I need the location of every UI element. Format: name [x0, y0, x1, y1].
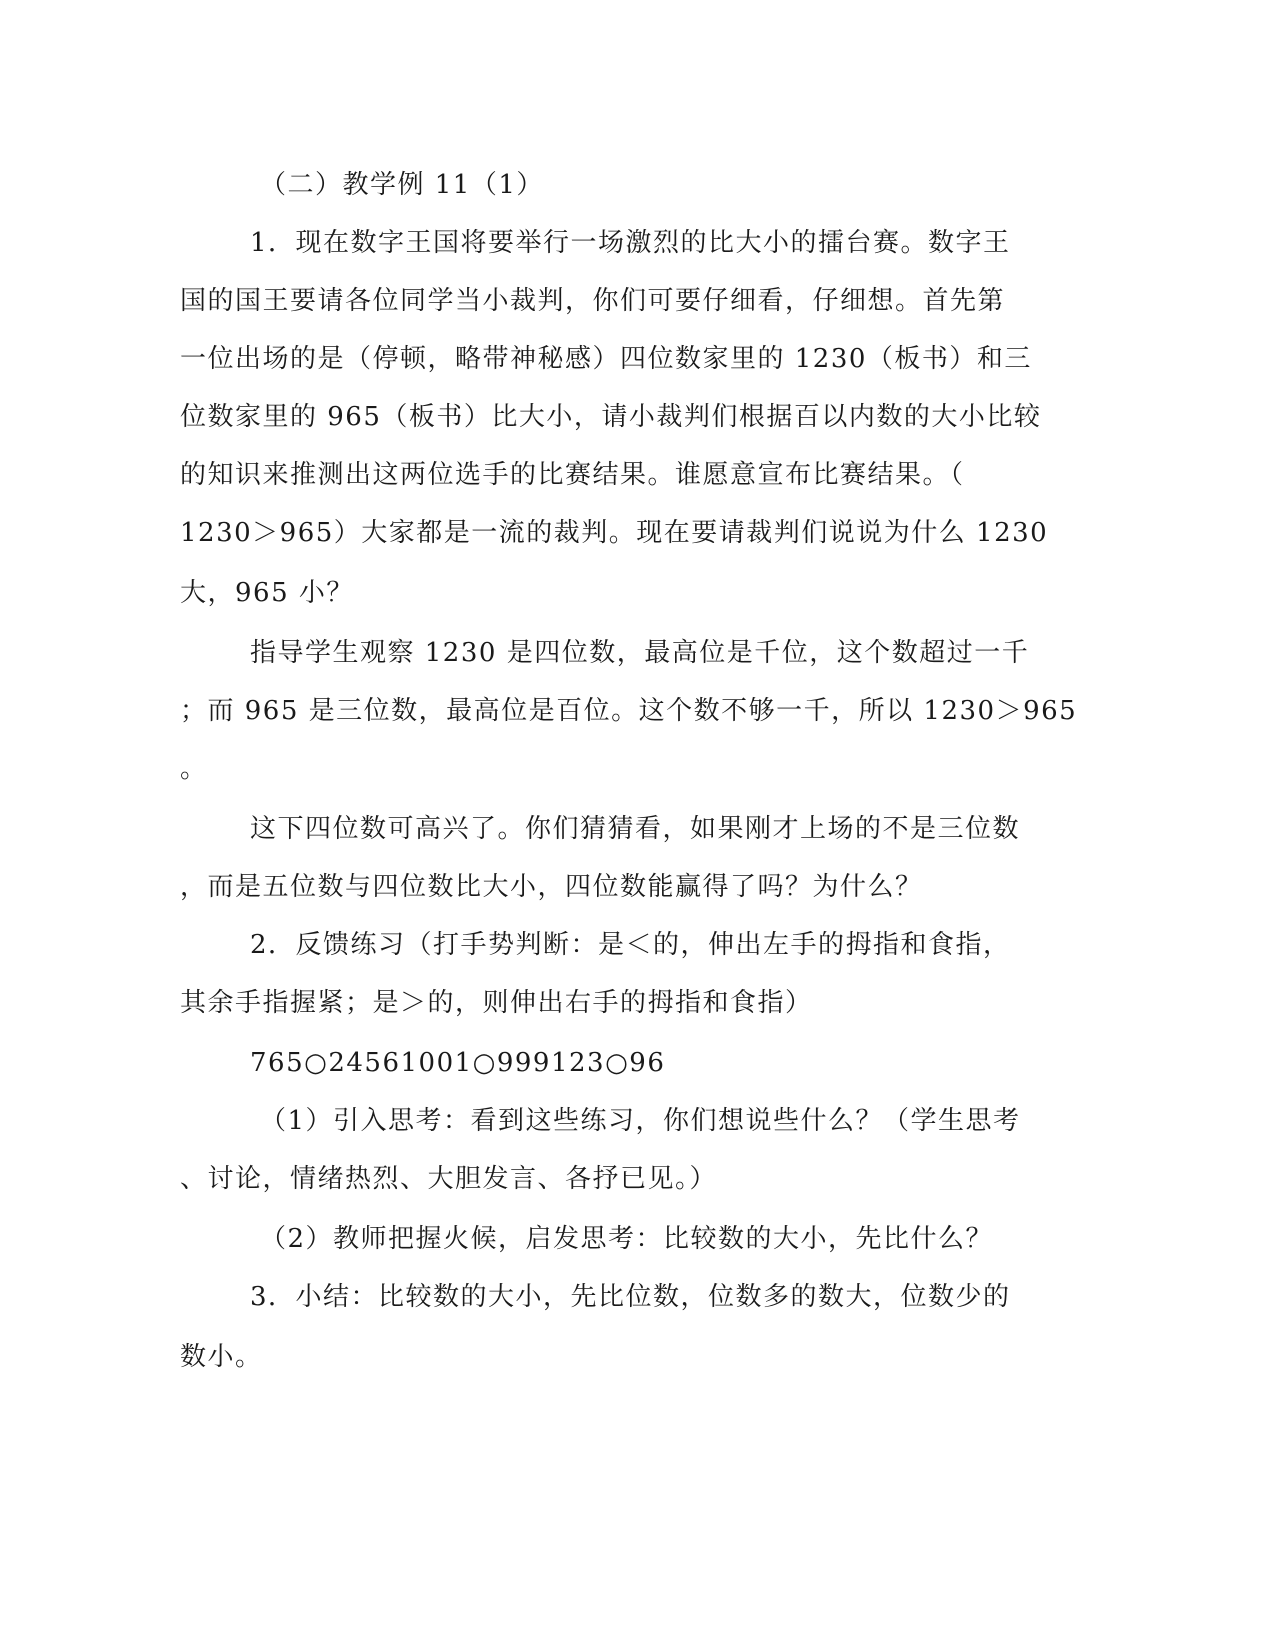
paragraph-line: 、讨论，情绪热烈、大胆发言、各抒已见。）	[180, 1164, 718, 1194]
paragraph-line: （1）引入思考：看到这些练习，你们想说些什么？（学生思考	[260, 1106, 1021, 1136]
paragraph-line: 数小。	[180, 1342, 263, 1372]
paragraph-line: ，而是五位数与四位数比大小，四位数能赢得了吗？为什么？	[180, 872, 923, 902]
paragraph-line: 3．小结：比较数的大小，先比位数，位数多的数大，位数少的	[250, 1282, 1011, 1312]
paragraph-line: 一位出场的是（停顿，略带神秘感）四位数家里的 1230（板书）和三	[180, 344, 1032, 374]
paragraph-line: 这下四位数可高兴了。你们猜猜看，如果刚才上场的不是三位数	[250, 814, 1021, 844]
paragraph-line: 1230＞965）大家都是一流的裁判。现在要请裁判们说说为什么 1230	[180, 518, 1049, 548]
paragraph-line: ；而 965 是三位数，最高位是百位。这个数不够一千，所以 1230＞965	[180, 696, 1078, 726]
paragraph-line: （2）教师把握火候，启发思考：比较数的大小，先比什么？	[260, 1224, 994, 1254]
paragraph-line: 的知识来推测出这两位选手的比赛结果。谁愿意宣布比赛结果。（	[180, 460, 965, 490]
section-heading: （二）教学例 11（1）	[260, 170, 544, 200]
paragraph-line: 国的国王要请各位同学当小裁判，你们可要仔细看，仔细想。首先第	[180, 286, 1006, 316]
paragraph-line: 1．现在数字王国将要举行一场激烈的比大小的擂台赛。数字王	[250, 228, 1011, 258]
paragraph-line: 2．反馈练习（打手势判断：是＜的，伸出左手的拇指和食指，	[250, 930, 1011, 960]
exercise-line: 765○24561001○999123○96	[250, 1048, 666, 1078]
paragraph-line: 指导学生观察 1230 是四位数，最高位是千位，这个数超过一千	[250, 638, 1030, 668]
paragraph-line: 大，965 小？	[180, 578, 354, 608]
paragraph-line: 。	[180, 754, 208, 784]
paragraph-line: 位数家里的 965（板书）比大小，请小裁判们根据百以内数的大小比较	[180, 402, 1042, 432]
paragraph-line: 其余手指握紧；是＞的，则伸出右手的拇指和食指）	[180, 988, 813, 1018]
